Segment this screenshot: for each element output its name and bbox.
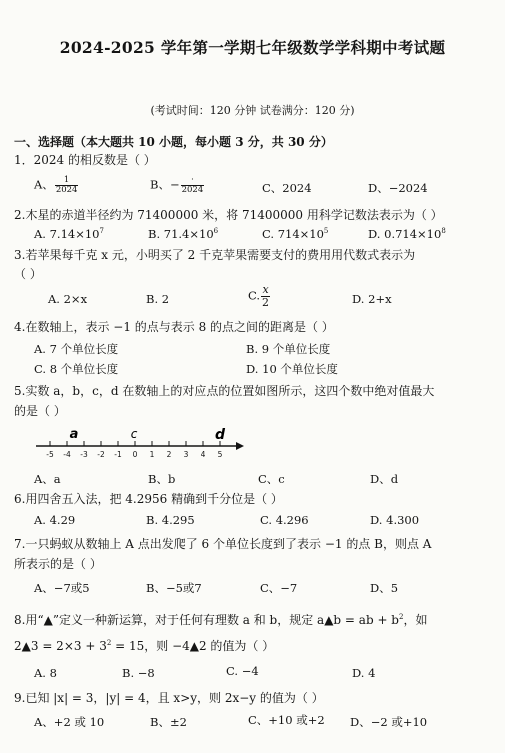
point-c-label: c [130,427,138,441]
question-6-option-d: D. 4.300 [370,513,420,527]
question-4-option-b: B. 9 个单位长度 [246,342,331,356]
question-8-option-b: B. −8 [122,666,155,680]
question-4-option-a: A. 7 个单位长度 [34,342,119,356]
number-line-arrow [236,442,244,450]
number-line-tick-label: 0 [132,450,138,459]
number-line-tick-label: -5 [46,450,54,459]
question-8-option-a: A. 8 [34,666,57,680]
question-5-option-a: A、a [34,472,61,486]
question-7-stem-cont: 所表示的是（ ） [14,557,102,571]
question-6-option-b: B. 4.295 [146,513,195,527]
question-2-option-d: D. $0.714\times 10^8$ [368,227,446,241]
question-3-option-d: D. 2+x [352,292,392,306]
question-7-option-b: B、−5或7 [146,581,202,595]
question-4-stem: 4.在数轴上，表示 −1 的点与表示 8 的点之间的距离是（ ） [14,320,334,334]
question-5-stem: 5.实数 a，b，c，d 在数轴上的对应点的位置如图所示，这四个数中绝对值最大 [14,384,435,398]
number-line-tick-label: 3 [183,450,189,459]
question-5-option-b: B、b [148,472,176,486]
point-a-label: a [69,427,79,442]
question-1-option-d: D、−2024 [368,181,428,195]
question-7-option-a: A、−7或5 [34,581,90,595]
number-line-tick-label: 4 [200,450,206,459]
question-9-option-b: B、±2 [150,715,187,729]
question-2-stem: 2.木星的赤道半径约为 71400000 米，将 71400000 用科学记数法表示为（ ） [14,208,443,222]
question-8-option-d: D. 4 [352,666,376,680]
question-5-option-c: C、c [258,472,285,486]
question-1-stem: 1．2024 的相反数是（ ） [14,153,156,167]
exam-info: (考试时间：120 分钟 试卷满分：120 分) [150,104,355,117]
number-line-tick-label: 5 [217,450,223,459]
question-4-option-c: C. 8 个单位长度 [34,362,119,376]
question-5-option-d: D、d [370,472,399,486]
question-1-option-c: C、2024 [262,181,312,195]
question-9-option-a: A、+2 或 10 [34,715,105,729]
section-heading: 一、选择题（本大题共 10 小题，每小题 3 分，共 30 分） [14,135,333,149]
question-6-stem: 6.用四舍五入法，把 4.2956 精确到千分位是（ ） [14,492,283,506]
question-2-option-a: A. $7.14\times 10^7$ [34,227,104,241]
point-d-label: d [214,427,226,443]
question-1-option-a: A、 $\frac{1}{2024}$ [34,175,78,195]
question-6-option-c: C. 4.296 [260,513,309,527]
question-9-option-d: D、−2 或+10 [350,715,428,729]
question-2-option-c: C. $714\times 10^5$ [262,227,329,241]
number-line-figure [36,424,244,462]
question-3-stem-cont: （ ） [14,267,42,281]
question-7-option-c: C、−7 [260,581,298,595]
question-3-stem: 3.若苹果每千克 x 元，小明买了 2 千克苹果需要支付的费用用代数式表示为 [14,248,416,262]
question-6-option-a: A. 4.29 [34,513,76,527]
number-line-tick-label: 1 [149,450,155,459]
number-line-ticks [46,441,222,459]
question-9-option-c: C、+10 或+2 [248,713,325,727]
number-line-tick-label: -3 [80,450,88,459]
question-7-option-d: D、5 [370,581,399,595]
question-2-option-b: B. $71.4\times 10^6$ [148,227,219,241]
number-line-tick-label: -4 [63,450,71,459]
question-8-stem-cont: 2▲3 = $2\times 3 + 3^2 = 15$，则 −4▲2 的值为（ ） [14,639,275,653]
number-line-tick-label: -1 [114,450,122,459]
question-7-stem: 7.一只蚂蚁从数轴上 A 点出发爬了 6 个单位长度到了表示 −1 的点 B，则点 A [14,537,432,551]
question-9-stem: 9.已知 |x| = 3，|y| = 4，且 x>y，则 2x−y 的值为（ ） [14,691,324,705]
question-3-option-b: B. 2 [146,292,170,306]
question-8-option-c: C. −4 [226,664,259,678]
question-3-option-c: C. $\frac{x}{2}$ [248,283,270,309]
exam-title: 2024-2025 学年第一学期七年级数学学科期中考试题 [59,38,446,57]
number-line-tick-label: -2 [97,450,105,459]
question-5-stem-cont: 的是（ ） [14,404,66,418]
question-4-option-d: D. 10 个单位长度 [246,362,338,376]
question-3-option-a: A. 2×x [48,292,88,306]
question-1-option-b: B、− $\frac{\cdot}{2024}$ [150,175,204,195]
number-line-tick-label: 2 [166,450,172,459]
question-8-stem: 8.用“▲”定义一种新运算，对于任何有理数 a 和 b，规定 a▲b = ab + $b^2$，如 [14,613,428,627]
